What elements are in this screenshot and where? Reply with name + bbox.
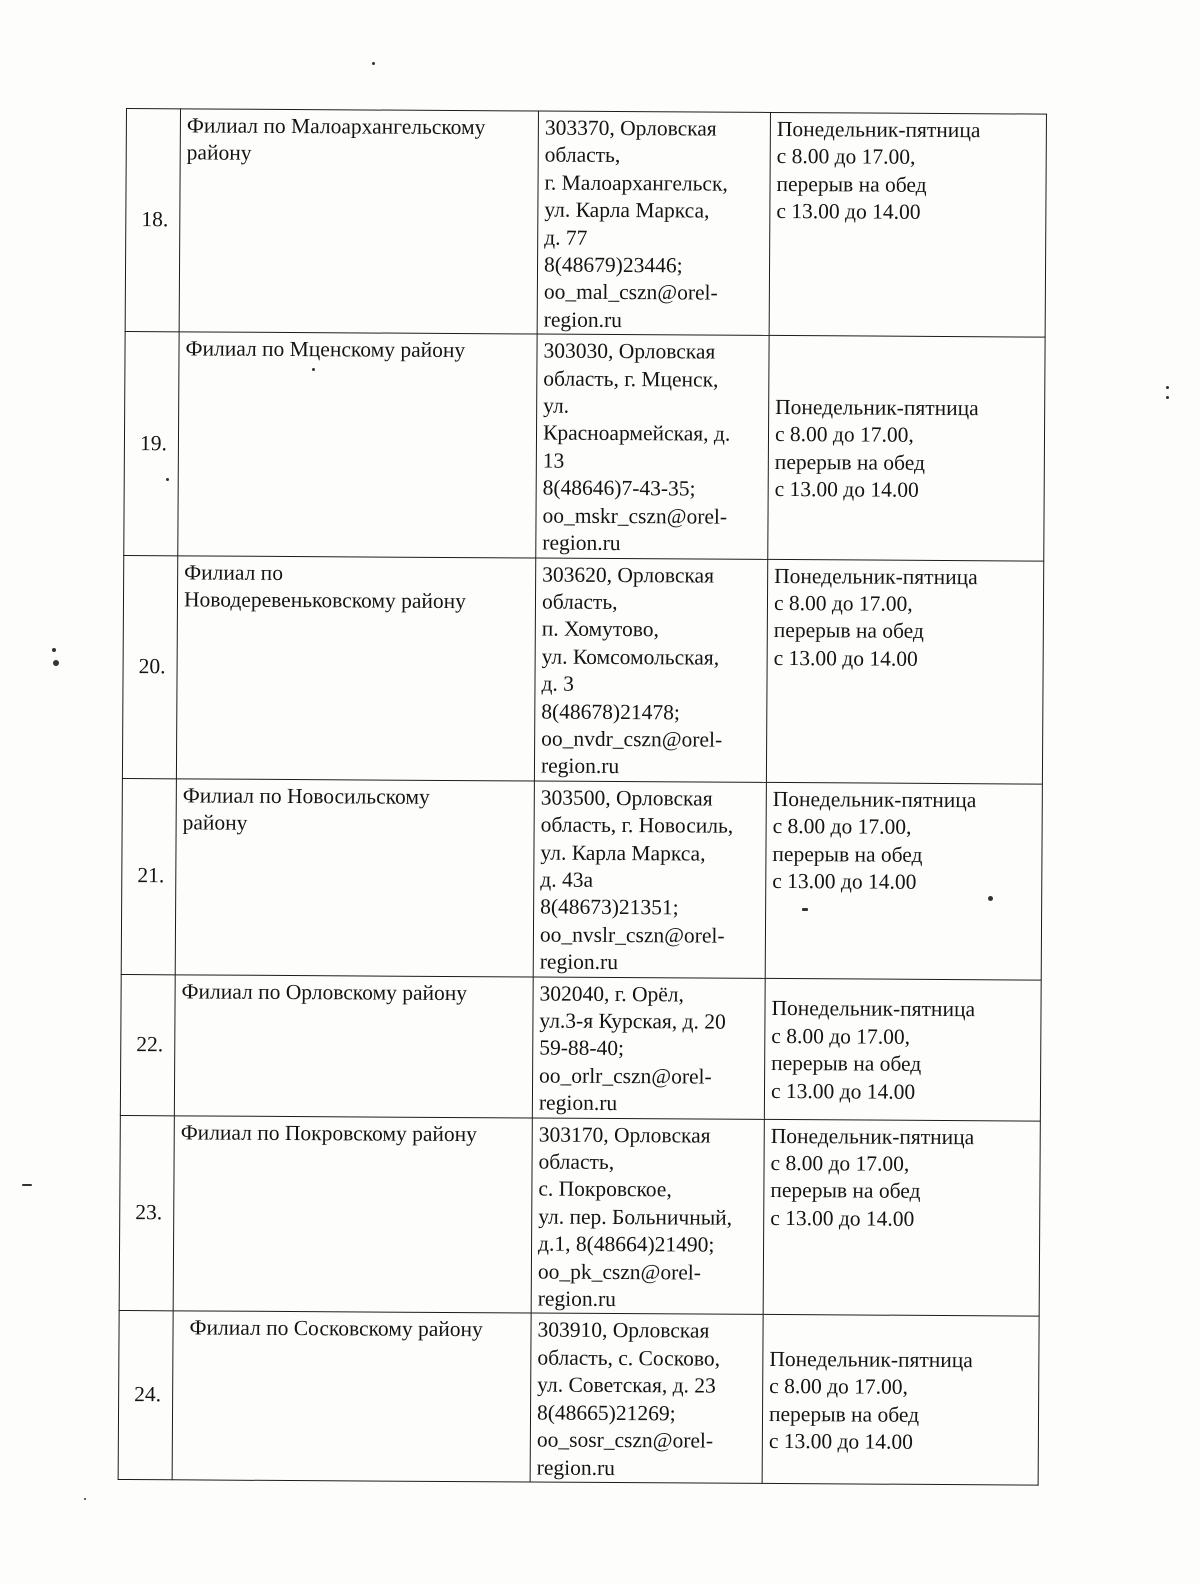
table-row bbox=[125, 109, 1046, 338]
row-number: 24. bbox=[118, 1311, 173, 1480]
scan-speck bbox=[22, 1184, 32, 1186]
row-number: 20. bbox=[122, 555, 177, 779]
branch-address: 303370, Орловская область, г. Малоархангельск, ул. Карла Маркса, д. 77 8(48679)23446; oo_mal_cszn@orel- region.ru bbox=[537, 111, 770, 336]
scan-speck bbox=[166, 478, 169, 481]
branch-name: Филиал по Мценскому району bbox=[178, 332, 537, 557]
row-number: 19. bbox=[124, 332, 179, 556]
branch-name: Филиал по Орловскому району bbox=[174, 974, 533, 1117]
table-row bbox=[119, 1115, 1040, 1316]
branch-schedule: Понедельник-пятница с 8.00 до 17.00, перерыв на обед с 13.00 до 14.00 bbox=[765, 782, 1042, 980]
scan-speck bbox=[84, 1498, 86, 1500]
branch-address: 303030, Орловская область, г. Мценск, ул. Красноармейская, д. 13 8(48646)7-43-35; oo_mskr_cszn@orel- region.ru bbox=[536, 334, 769, 559]
branch-schedule: Понедельник-пятница с 8.00 до 17.00, перерыв на обед с 13.00 до 14.00 bbox=[764, 978, 1041, 1121]
table-row bbox=[118, 1311, 1039, 1485]
scan-speck bbox=[802, 908, 808, 911]
branch-address: 302040, г. Орёл, ул.3-я Курская, д. 20 59-88-40; oo_orlr_cszn@orel- region.ru bbox=[532, 977, 765, 1119]
table-row bbox=[120, 974, 1041, 1121]
table-row bbox=[121, 778, 1042, 979]
branch-table bbox=[118, 108, 1047, 1486]
branch-address: 303910, Орловская область, с. Сосково, ул. Советская, д. 23 8(48665)21269; oo_sosr_cszn@orel- region.ru bbox=[530, 1313, 763, 1483]
branch-name: Филиал по Малоархангельскому району bbox=[179, 109, 538, 334]
branch-schedule: Понедельник-пятница с 8.00 до 17.00, перерыв на обед с 13.00 до 14.00 bbox=[766, 559, 1043, 784]
scan-speck bbox=[1166, 396, 1169, 399]
scan-speck bbox=[53, 660, 59, 666]
scan-speck bbox=[312, 368, 315, 371]
branch-name: Филиал по Новодеревеньковскому району bbox=[176, 555, 535, 780]
scan-speck bbox=[52, 648, 56, 652]
branch-name: Филиал по Покровскому району bbox=[173, 1115, 532, 1313]
scan-speck bbox=[372, 62, 375, 65]
row-number: 23. bbox=[119, 1115, 174, 1311]
branch-address: 303620, Орловская область, п. Хомутово, ул. Комсомольская, д. 3 8(48678)21478; oo_nvdr_cszn@orel- region.ru bbox=[534, 558, 767, 783]
scan-speck bbox=[988, 896, 993, 901]
branch-name: Филиал по Сосковскому району bbox=[172, 1311, 531, 1482]
branch-address: 303500, Орловская область, г. Новосиль, ул. Карла Маркса, д. 43а 8(48673)21351; oo_nvslr_cszn@orel- region.ru bbox=[533, 781, 766, 978]
row-number: 21. bbox=[121, 778, 176, 974]
row-number: 18. bbox=[125, 109, 180, 333]
table-row bbox=[124, 332, 1045, 561]
branch-name: Филиал по Новосильскому району bbox=[175, 779, 534, 977]
branch-schedule: Понедельник-пятница с 8.00 до 17.00, перерыв на обед с 13.00 до 14.00 bbox=[762, 1315, 1039, 1485]
table-row bbox=[122, 555, 1043, 784]
branch-schedule: Понедельник-пятница с 8.00 до 17.00, перерыв на обед с 13.00 до 14.00 bbox=[763, 1119, 1040, 1317]
branch-schedule: Понедельник-пятница с 8.00 до 17.00, перерыв на обед с 13.00 до 14.00 bbox=[769, 112, 1046, 337]
scan-speck bbox=[1166, 386, 1169, 389]
branch-schedule: Понедельник-пятница с 8.00 до 17.00, перерыв на обед с 13.00 до 14.00 bbox=[768, 336, 1045, 561]
row-number: 22. bbox=[120, 974, 175, 1115]
branch-address: 303170, Орловская область, с. Покровское, ул. пер. Больничный, д.1, 8(48664)21490; oo_pk_cszn@orel- region.ru bbox=[531, 1118, 764, 1315]
